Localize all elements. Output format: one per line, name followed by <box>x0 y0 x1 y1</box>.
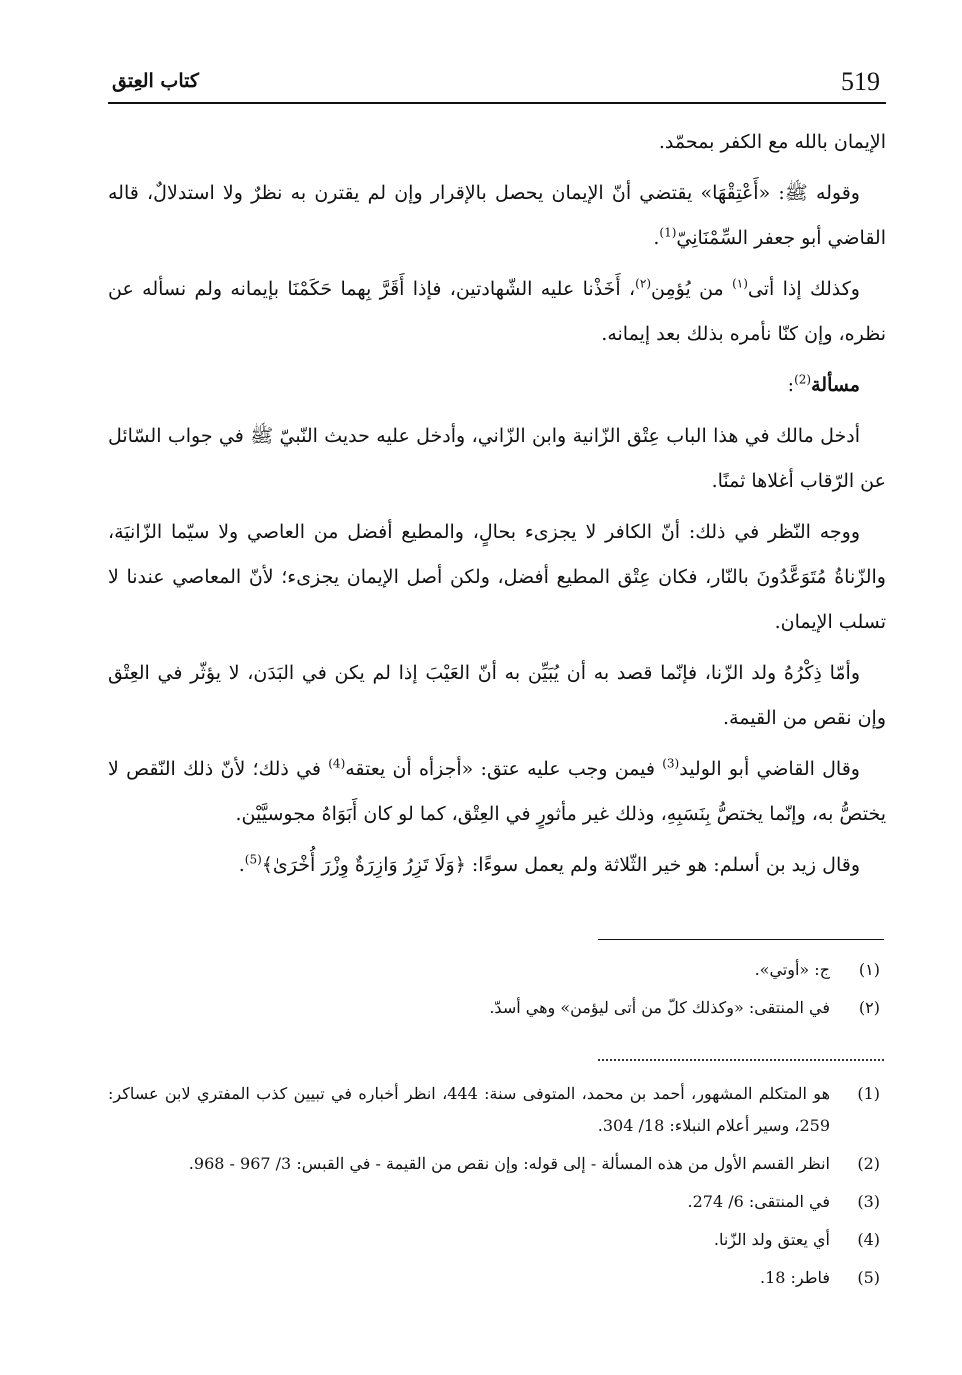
footnote-marker: (5) <box>857 1268 880 1287</box>
paragraph-text: في ذلك؛ لأنّ ذلك النّقص لا يختصُّ به، وإنّما يختصُّ بِنَسَبِهِ، وذلك غير مأثورٍ في العِتْق، كما لو كان أَبَوَاهُ مجوسيَّيْن. <box>108 758 886 825</box>
paragraph-text: فيمن وجب عليه عتق: «أجزأه أن يعتقه <box>345 758 663 780</box>
footnote-text: فاطر: 18. <box>759 1268 830 1287</box>
footnote-marker: (3) <box>857 1192 880 1211</box>
paragraph <box>108 747 886 837</box>
paragraph-text: أدخل مالك في هذا الباب عِتْق الزّانية وابن الزّاني، وأدخل عليه حديث النّبيّ ﷺ في جواب السّائل عن الرّقاب أغلاها ثمنًا. <box>108 425 886 492</box>
paragraph <box>108 267 886 357</box>
footnote-marker: (4) <box>857 1230 880 1249</box>
paragraph-text: وقوله ﷺ: «أَعْتِقْهَا» يقتضي أنّ الإيمان يحصل بالإقرار وإن لم يقترن به نظرٌ ولا استدلالٌ، قاله القاضي أبو جعفر السِّمْنَانِيّ <box>108 182 886 249</box>
paragraph <box>108 651 886 741</box>
footnote-marker: (1) <box>857 1084 880 1103</box>
paragraph-text: ، أَخَذْنا عليه الشّهادتين، فإذا أَقَرَّ بِهما حَكَمْنَا بإيمانه ولم نسأله عن نظره، وإن كنّا نأمره بذلك بعد إيمانه. <box>108 278 886 345</box>
footnote-marker: (٢) <box>858 998 880 1017</box>
paragraph-text: من يُؤمِن <box>651 278 733 300</box>
footnote-ref: (3) <box>662 756 680 771</box>
footnote-marker: (١) <box>858 960 880 979</box>
footnote-text: هو المتكلم المشهور، أحمد بن محمد، المتوفى سنة: 444، انظر أخباره في تبيين كذب المفتري لابن عساكر: 259، وسير أعلام النبلاء: 18/ 304. <box>108 1084 830 1135</box>
paragraph <box>108 171 886 261</box>
heading-text: مسألة <box>811 374 860 396</box>
footnote-text: انظر القسم الأول من هذه المسألة - إلى قوله: وإن نقص من القيمة - في القبس: 3/ 967 - 968. <box>188 1154 830 1173</box>
heading-colon: : <box>787 374 795 396</box>
footnote-ref: (5) <box>244 852 262 867</box>
section-heading <box>108 363 886 408</box>
footnotes <box>108 1078 886 1300</box>
paragraph-text: وأمّا ذِكْرُهُ ولد الزّنا، فإنّما قصد به أن يُبَيِّن به أنّ العَيْبَ إذا لم يكن في البَدَن، لا يؤثّر في العِتْق وإن نقص من القيمة. <box>108 662 886 729</box>
page-number: 519 <box>841 67 880 96</box>
footnote-ref: (1) <box>659 225 677 240</box>
paragraph-text: . <box>653 227 660 249</box>
paragraph-text: الإيمان بالله مع الكفر بمحمّد. <box>658 131 886 153</box>
footnote-divider <box>598 939 884 940</box>
main-text <box>108 120 886 894</box>
footnote <box>108 1186 886 1218</box>
dotted-divider <box>598 1059 884 1061</box>
paragraph <box>108 120 886 165</box>
footnote-text: في المنتقى: 6/ 274. <box>687 1192 830 1211</box>
footnote <box>108 1148 886 1180</box>
footnote-text: ج: «أوتي». <box>754 960 830 979</box>
page-header <box>108 62 886 104</box>
editor-footnotes <box>108 954 886 1030</box>
footnote-text: في المنتقى: «وكذلك كلّ من أتى ليؤمن» وهي أسدّ. <box>489 998 830 1017</box>
paragraph-text: وقال القاضي أبو الوليد <box>679 758 860 780</box>
paragraph-text: ووجه النّظر في ذلك: أنّ الكافر لا يجزىء بحالٍ، والمطيع أفضل من العاصي ولا سيّما الزّانيَة، والزّناةُ مُتَوَعَّدُونَ بالنّار، فكان عِتْق المطيع أفضل، ولكن أصل الإيمان يجزىء؛ لأنّ المعاصي عندنا لا تسلب الإيمان. <box>108 521 886 633</box>
footnote <box>108 1262 886 1294</box>
paragraph-text: . <box>238 854 245 876</box>
footnote <box>108 1224 886 1256</box>
footnote <box>108 954 886 986</box>
footnote-marker: (2) <box>857 1154 880 1173</box>
paragraph-text: وقال زيد بن أسلم: هو خير الثّلاثة ولم يعمل سوءًا: ﴿وَلَا تَزِرُ وَازِرَةٌ وِزْرَ أُخْرَىٰ﴾ <box>261 854 860 876</box>
footnote-ref: (٢) <box>635 276 651 291</box>
footnote <box>108 1078 886 1142</box>
paragraph <box>108 510 886 645</box>
paragraph <box>108 414 886 504</box>
running-title: كتاب العِتق <box>112 70 199 92</box>
footnote-ref: (١) <box>732 276 748 291</box>
footnote-text: أي يعتق ولد الزّنا. <box>713 1230 830 1249</box>
footnote-ref: (2) <box>794 372 812 387</box>
footnote <box>108 992 886 1024</box>
paragraph-text: وكذلك إذا أتى <box>747 278 860 300</box>
footnote-ref: (4) <box>328 756 346 771</box>
paragraph <box>108 843 886 888</box>
